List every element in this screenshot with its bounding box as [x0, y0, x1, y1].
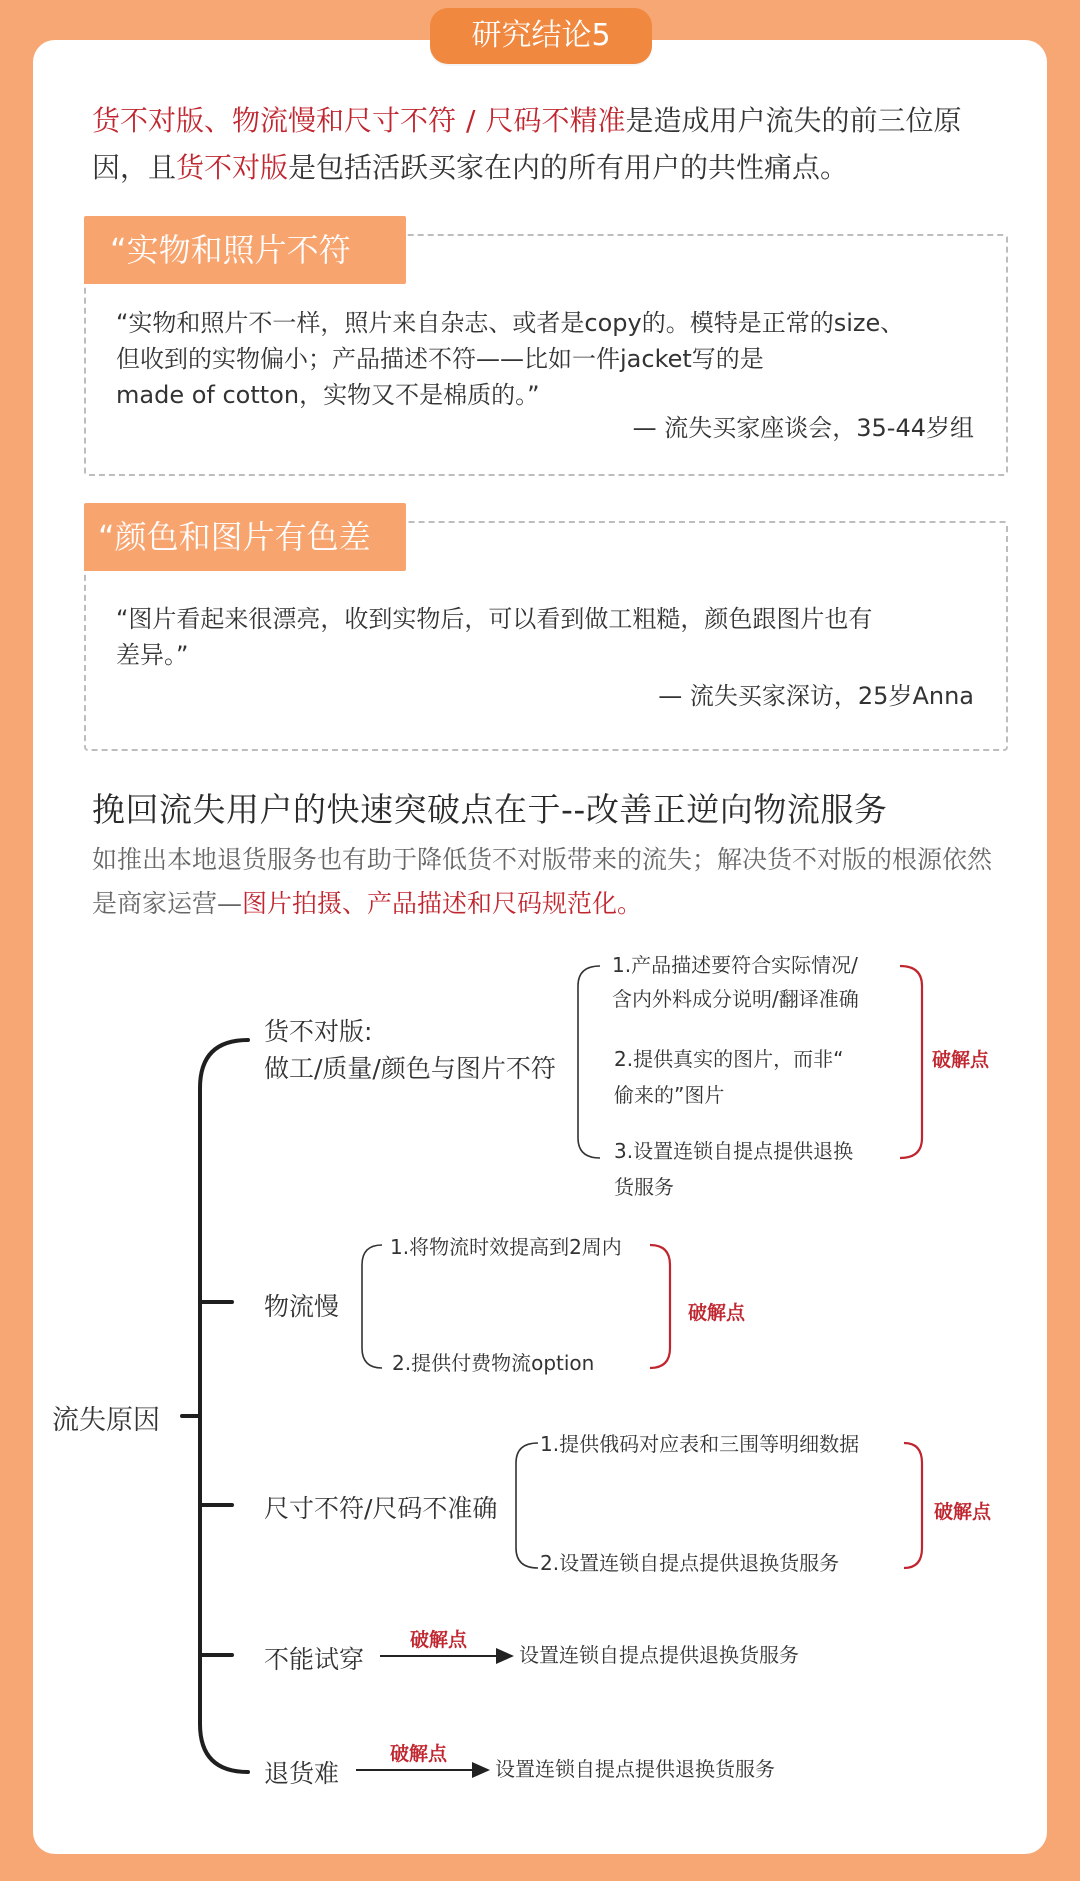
- cause-1-solution-3-line-1: 3.设置连锁自提点提供退换: [614, 1139, 854, 1163]
- intro-text-1: 是造成用户流失的前三位原因，且: [92, 104, 962, 184]
- cause-1-crack-label: 破解点: [932, 1049, 990, 1071]
- quote-tab-1: “实物和照片不符: [84, 216, 406, 284]
- cause-1-solution-1-line-2: 含内外料成分说明/翻译准确: [612, 987, 859, 1011]
- cause-1-solution-2-line-1: 2.提供真实的图片，而非“: [614, 1047, 844, 1071]
- cause-1-solution-3-line-2: 货服务: [614, 1175, 674, 1199]
- cause-2-solution-1: 1.将物流时效提高到2周内: [390, 1235, 622, 1259]
- quote-2-line-2: 差异。”: [116, 641, 189, 669]
- subline-text: 如推出本地退货服务也有助于降低货不对版带来的流失；解决货不对版的根源依然是商家运营—: [92, 845, 993, 918]
- intro-highlight-3: 货不对版: [176, 151, 289, 184]
- quote-1-line-3: made of cotton，实物又不是棉质的。”: [116, 381, 540, 409]
- cause-4-solution: 设置连锁自提点提供退换货服务: [519, 1643, 799, 1667]
- quote-1-line-2: 但收到的实物偏小；产品描述不符——比如一件jacket写的是: [116, 345, 764, 373]
- root-node-label: 流失原因: [52, 1405, 160, 1436]
- cause-1-solution-2-line-2: 偷来的”图片: [614, 1083, 725, 1107]
- cause-3-solution-1: 1.提供俄码对应表和三围等明细数据: [540, 1432, 860, 1456]
- cause-1-solution-1-line-1: 1.产品描述要符合实际情况/: [612, 953, 858, 977]
- cause-5-label: 退货难: [264, 1759, 340, 1788]
- quote-1-line-1: “实物和照片不一样，照片来自杂志、或者是copy的。模特是正常的size、: [116, 309, 905, 337]
- cause-1-label-line-1: 货不对版:: [264, 1017, 373, 1046]
- cause-2-label: 物流慢: [264, 1292, 340, 1321]
- quote-2-line-1: “图片看起来很漂亮，收到实物后，可以看到做工粗糙，颜色跟图片也有: [116, 605, 873, 633]
- cause-2-crack-label: 破解点: [688, 1302, 746, 1324]
- intro-slash: /: [466, 104, 476, 137]
- quote-2-source: — 流失买家深访，25岁Anna: [658, 682, 974, 710]
- cause-3-solution-2: 2.设置连锁自提点提供退换货服务: [540, 1551, 840, 1575]
- cause-5-crack-label: 破解点: [390, 1743, 448, 1765]
- section-badge: 研究结论5: [430, 8, 652, 64]
- cause-4-label: 不能试穿: [264, 1645, 365, 1674]
- intro-highlight-1: 货不对版、物流慢和尺寸不符: [92, 104, 457, 137]
- subline-highlight: 图片拍摄、产品描述和尺码规范化。: [242, 889, 643, 918]
- cause-4-crack-label: 破解点: [410, 1629, 468, 1651]
- quote-tab-2: “颜色和图片有色差: [84, 503, 406, 571]
- cause-3-crack-label: 破解点: [934, 1501, 992, 1523]
- cause-3-label: 尺寸不符/尺码不准确: [264, 1494, 498, 1523]
- intro-text-2: 是包括活跃买家在内的所有用户的共性痛点。: [288, 151, 849, 184]
- cause-5-solution: 设置连锁自提点提供退换货服务: [495, 1757, 775, 1781]
- intro-highlight-2: 尺码不精准: [485, 104, 626, 137]
- section-headline: 挽回流失用户的快速突破点在于--改善正逆向物流服务: [92, 790, 888, 829]
- quote-1-source: — 流失买家座谈会，35-44岁组: [632, 414, 974, 442]
- cause-2-solution-2: 2.提供付费物流option: [392, 1351, 595, 1375]
- cause-1-label-line-2: 做工/质量/颜色与图片不符: [264, 1054, 556, 1083]
